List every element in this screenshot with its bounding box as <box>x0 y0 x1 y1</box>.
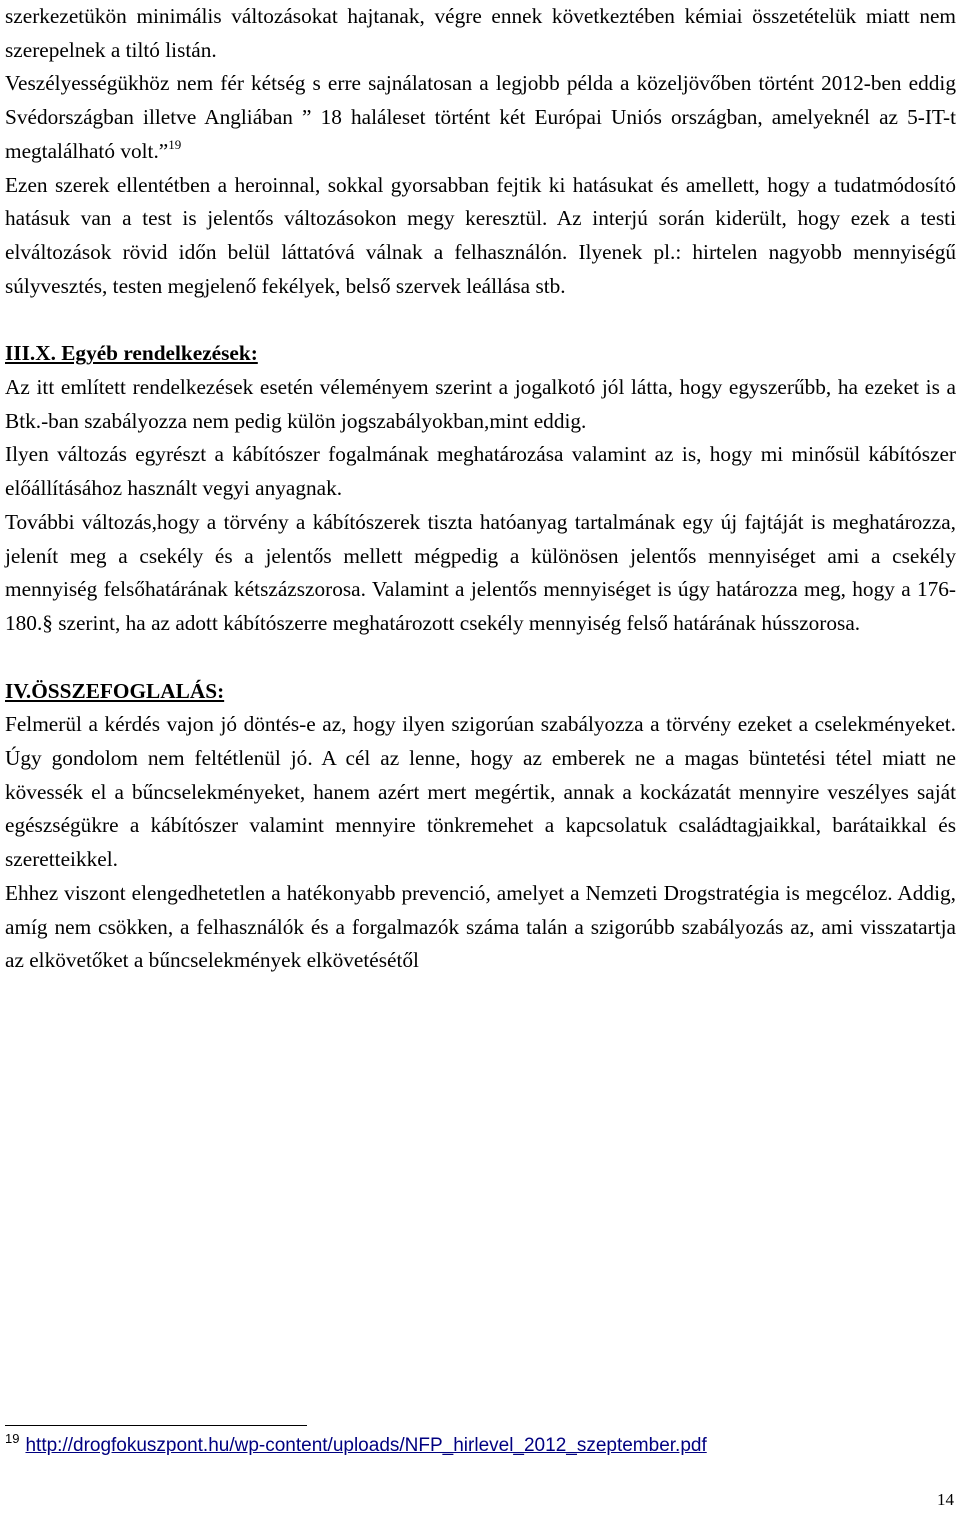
section-heading-summary: IV.ÖSSZEFOGLALÁS: <box>5 678 225 703</box>
paragraph-danger <box>5 67 956 168</box>
paragraph-intro: szerkezetükön minimális változásokat hajtanak, végre ennek következtében kémiai összetételük miatt nem szerepelnek a tiltó listán. <box>5 4 956 62</box>
section-heading-other-provisions: III.X. Egyéb rendelkezések: <box>5 341 258 366</box>
footnote <box>5 1433 707 1459</box>
paragraph-prevention: Ehhez viszont elengedhetetlen a hatékonyabb prevenció, amelyet a Nemzeti Drogstratégia is megcéloz. Addig, amíg nem csökken, a felhasználók és a forgalmazók száma talán a szigorúbb szabályozás az, ami visszatartja az elkövetőket a bűncselekmények elkövetésétől <box>5 880 956 973</box>
paragraph-provisions: Az itt említett rendelkezések esetén véleményem szerint a jogalkotó jól látta, hogy egyszerűbb, ha ezeket is a Btk.-ban szabályozza nem pedig külön jogszabályokban,mint eddig. <box>5 375 956 433</box>
paragraph-quantity: További változás,hogy a törvény a kábítószerek tiszta hatóanyag tartalmának egy új fajtáját is meghatározza, jelenít meg a csekély és a jelentős mellett mégpedig a különösen jelentős mennyiséget ami a csekély mennyiség felsőhatárának kétszázszorosa. Valamint a jelentős mennyiséget is úgy határozza meg, hogy a 176-180.§ szerint, ha az adott kábítószerre meghatározott csekély mennyiség felső határának hússzorosa. <box>5 509 956 635</box>
paragraph-effects: Ezen szerek ellentétben a heroinnal, sokkal gyorsabban fejtik ki hatásukat és amellett, hogy a tudatmódosító hatásuk van a test is jelentős változásokon megy keresztül. Az interjú során kiderült, hogy ezek a testi elváltozások rövid időn belül láttatóvá válnak a felhasználón. Ilyenek pl.: hirtelen nagyobb mennyiségű súlyvesztés, testen megjelenő fekélyek, belső szervek leállása stb. <box>5 172 956 298</box>
footnote-number: 19 <box>5 1431 20 1446</box>
footnote-separator <box>5 1425 307 1426</box>
paragraph-danger-text: Veszélyességükhöz nem fér kétség s erre sajnálatosan a legjobb példa a közeljövőben történt 2012-ben eddig Svédországban illetve Angliában ” 18 haláleset történt két Európai Uniós országban, amelyeknél az 5-IT-t megtalálható volt.” <box>5 71 956 163</box>
footnote-reference[interactable]: 19 <box>168 136 182 152</box>
paragraph-summary: Felmerül a kérdés vajon jó döntés-e az, hogy ilyen szigorúan szabályozza a törvény ezeket a cselekményeket. Úgy gondolom nem feltétlenül jó. A cél az lenne, hogy az emberek ne a magas büntetési tétel miatt ne kövessék el a bűncselekményeket, hanem azért mert megértik, annak a kockázatát mennyire veszélyes saját egészségükre a kábítószer valamint mennyire tönkremehet a kapcsolatuk családtagjaikkal, barátaikkal és szeretteikkel. <box>5 712 956 872</box>
document-page <box>5 0 956 978</box>
paragraph-definition: Ilyen változás egyrészt a kábítószer fogalmának meghatározása valamint az is, hogy mi minősül kábítószer előállításához használt vegyi anyagnak. <box>5 442 956 501</box>
footnote-link[interactable]: http://drogfokuszpont.hu/wp-content/uploads/NFP_hirlevel_2012_szeptember.pdf <box>25 1435 707 1456</box>
page-number: 14 <box>937 1490 954 1509</box>
